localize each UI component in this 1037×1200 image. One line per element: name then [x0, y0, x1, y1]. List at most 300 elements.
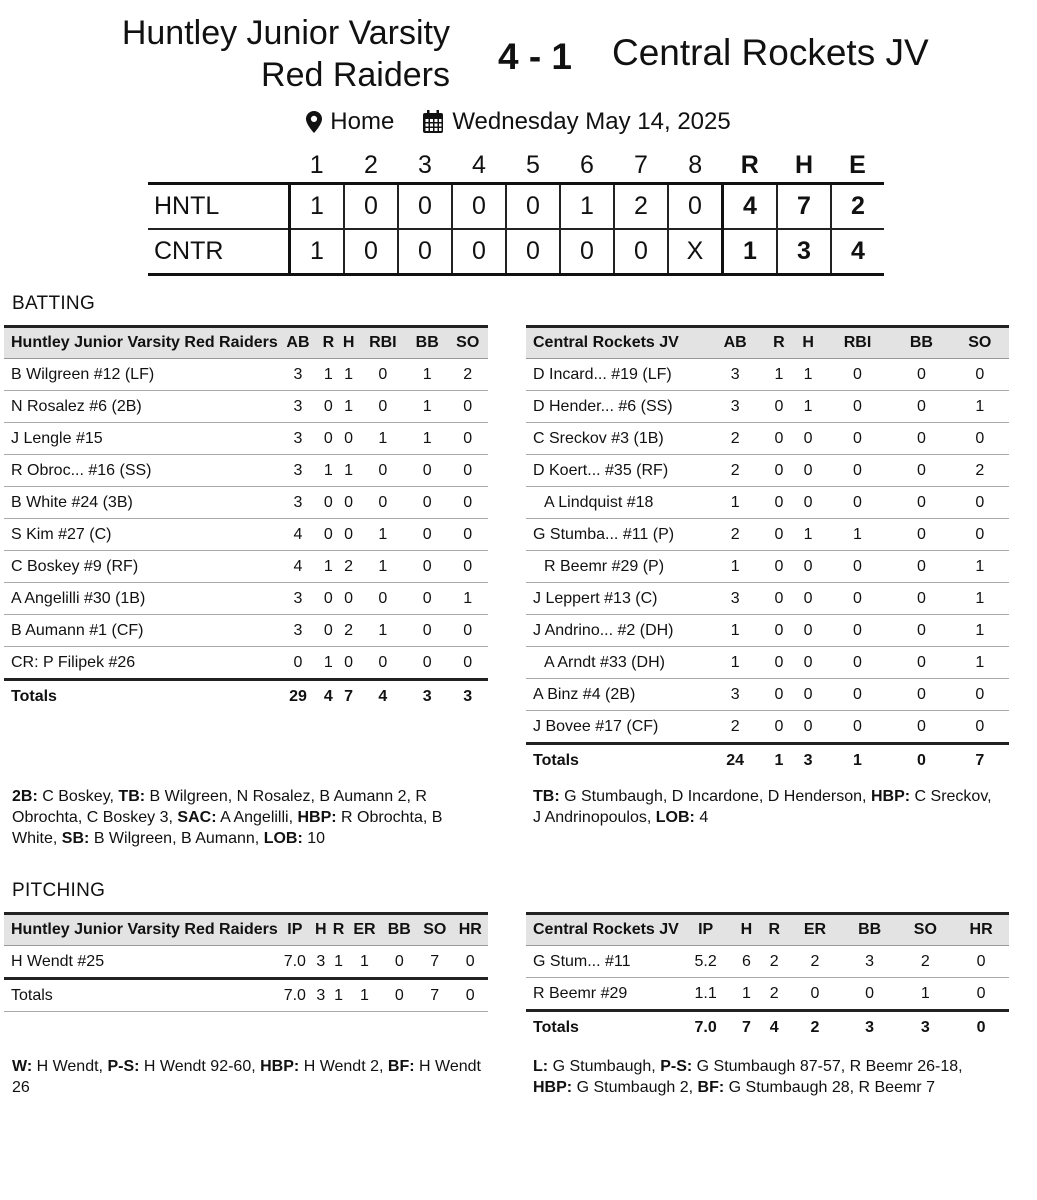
player-name: CR: P Filipek #26 [4, 647, 278, 680]
note-text: A Angelilli, [220, 809, 294, 826]
stat-cell: 1 [318, 359, 338, 391]
stat-cell: 0 [794, 679, 823, 711]
stat-cell: 0 [318, 519, 338, 551]
hits-header: H [794, 150, 814, 179]
stat-cell: 0 [359, 583, 407, 615]
stat-cell: 0 [764, 423, 793, 455]
stat-cell: 3 [278, 455, 318, 487]
player-name: J Bovee #17 (CF) [526, 711, 706, 744]
total-cell: 0 [916, 751, 926, 769]
player-name: G Stumba... #11 (P) [526, 519, 706, 551]
location-label: Home [330, 108, 395, 135]
table-row [526, 679, 1009, 711]
stat-cell: 7.0 [278, 946, 312, 979]
final-score: 4 - 1 [497, 36, 573, 77]
pitching-table-home [4, 912, 488, 1012]
stat-cell: 0 [953, 978, 1009, 1011]
inning-score: 0 [344, 184, 398, 230]
stat-cell: 0 [892, 711, 950, 744]
stat-cell: 0 [764, 519, 793, 551]
stat-cell: 2 [951, 455, 1009, 487]
date-label: Wednesday May 14, 2025 [452, 108, 731, 135]
stat-cell: 1 [794, 391, 823, 423]
table-row [4, 423, 488, 455]
stat-cell: 0 [951, 423, 1009, 455]
stat-cell: 0 [447, 519, 488, 551]
column-header: BB [892, 327, 950, 359]
column-header: BB [407, 327, 447, 359]
player-name: C Boskey #9 (RF) [4, 551, 278, 583]
player-name: D Incard... #19 (LF) [526, 359, 706, 391]
inning-score: 0 [398, 184, 452, 230]
inning-header: 1 [309, 150, 324, 179]
stat-cell: 0 [764, 551, 793, 583]
note-label: LOB: [263, 830, 303, 847]
stat-cell: 0 [407, 647, 447, 680]
inning-score: 0 [398, 229, 452, 275]
table-row [526, 487, 1009, 519]
stat-cell: 0 [794, 455, 823, 487]
stat-cell: 0 [788, 978, 842, 1011]
stat-cell: 0 [892, 487, 950, 519]
stat-cell: 7 [417, 946, 453, 979]
note-label: SAC: [177, 809, 217, 826]
stat-cell: 0 [951, 519, 1009, 551]
inning-score: 0 [344, 229, 398, 275]
totals-label: Totals [533, 751, 579, 769]
total-cell: 7.0 [679, 1011, 733, 1044]
stat-cell: 1 [359, 519, 407, 551]
runs-total: 4 [723, 184, 778, 230]
line-score [148, 148, 884, 276]
column-header: AB [706, 327, 764, 359]
note-text: H Wendt 26 [12, 1058, 481, 1096]
column-header: IP [278, 914, 312, 946]
note-label: SB: [61, 830, 90, 847]
stat-cell: 0 [842, 978, 898, 1011]
stat-cell: 0 [892, 423, 950, 455]
player-name: A Lindquist #18 [526, 487, 706, 519]
stat-cell: 0 [951, 679, 1009, 711]
note-label: HBP: [870, 788, 911, 805]
player-name: B White #24 (3B) [4, 487, 278, 519]
stat-cell: 1 [338, 455, 358, 487]
total-cell: 3 [803, 751, 813, 769]
total-cell: 3 [422, 687, 432, 705]
total-cell: 4 [323, 687, 333, 705]
totals-row [4, 680, 488, 713]
inning-score: 1 [290, 184, 345, 230]
stat-cell: 0 [453, 946, 489, 979]
total-cell: 2 [788, 1011, 842, 1044]
totals-label: Totals [526, 1011, 679, 1044]
column-header: H [312, 914, 330, 946]
stat-cell: 1 [794, 359, 823, 391]
line-score-row [148, 229, 884, 275]
total-cell: 24 [726, 751, 745, 769]
stat-cell: 0 [951, 711, 1009, 744]
runs-header: R [740, 150, 759, 179]
note-text: C Boskey, [42, 788, 114, 805]
stat-cell: 3 [312, 946, 330, 979]
stat-cell: 0 [407, 551, 447, 583]
stat-cell: 0 [318, 583, 338, 615]
totals-label: Totals [4, 979, 278, 1012]
pitching-section-title: PITCHING [12, 880, 106, 901]
note-label: 2B: [12, 788, 38, 805]
player-name: A Angelilli #30 (1B) [4, 583, 278, 615]
player-name: G Stum... #11 [526, 946, 679, 978]
stat-cell: 1 [794, 519, 823, 551]
total-cell: 1 [330, 979, 348, 1012]
stat-cell: 0 [447, 391, 488, 423]
pitching-notes-home [12, 1056, 494, 1098]
stat-cell: 0 [764, 391, 793, 423]
inning-score: 0 [506, 184, 560, 230]
inning-score: X [668, 229, 723, 275]
total-cell: 7 [417, 979, 453, 1012]
stat-cell: 0 [447, 455, 488, 487]
stat-cell: 0 [823, 455, 893, 487]
pitching-rows [4, 946, 488, 1012]
inning-score: 1 [560, 184, 614, 230]
stat-cell: 0 [338, 519, 358, 551]
player-name: R Beemr #29 (P) [526, 551, 706, 583]
batting-notes-home [12, 786, 490, 849]
table-row [4, 647, 488, 680]
stat-cell: 0 [764, 711, 793, 744]
stat-cell: 3 [278, 487, 318, 519]
stat-cell: 2 [788, 946, 842, 978]
total-cell: 0 [382, 979, 417, 1012]
stat-cell: 1 [407, 423, 447, 455]
stat-cell: 1 [318, 647, 338, 680]
stat-cell: 0 [823, 679, 893, 711]
home-team-line2: Red Raiders [261, 56, 450, 94]
inning-score: 0 [668, 184, 723, 230]
total-cell: 7.0 [278, 979, 312, 1012]
stat-cell: 0 [794, 583, 823, 615]
location [306, 108, 394, 136]
stat-cell: 1 [823, 519, 893, 551]
stat-cell: 1 [951, 583, 1009, 615]
stat-cell: 0 [892, 359, 950, 391]
totals-row [526, 744, 1009, 777]
column-header: RBI [359, 327, 407, 359]
stat-cell: 0 [359, 359, 407, 391]
note-label: HBP: [297, 809, 337, 826]
stat-cell: 1 [359, 551, 407, 583]
column-header: IP [679, 914, 733, 946]
player-name: H Wendt #25 [4, 946, 278, 979]
map-pin-icon [306, 111, 322, 133]
inning-score: 0 [614, 229, 668, 275]
stat-cell: 3 [706, 583, 764, 615]
stat-cell: 1 [951, 391, 1009, 423]
player-name: D Koert... #35 (RF) [526, 455, 706, 487]
player-name: S Kim #27 (C) [4, 519, 278, 551]
stat-cell: 2 [760, 978, 788, 1011]
home-team-name [0, 12, 450, 96]
note-label: LOB: [655, 809, 695, 826]
stat-cell: 0 [447, 615, 488, 647]
player-name: R Beemr #29 [526, 978, 679, 1011]
stat-cell: 0 [794, 551, 823, 583]
table-row [4, 615, 488, 647]
stat-cell: 0 [823, 391, 893, 423]
pitching-notes-away [533, 1056, 995, 1098]
player-name: A Binz #4 (2B) [526, 679, 706, 711]
stat-cell: 0 [359, 391, 407, 423]
table-row [526, 359, 1009, 391]
stat-cell: 0 [338, 583, 358, 615]
stat-cell: 0 [892, 679, 950, 711]
stat-cell: 1 [347, 946, 381, 979]
note-label: BF: [387, 1058, 415, 1075]
stat-cell: 1 [407, 359, 447, 391]
stat-cell: 2 [706, 711, 764, 744]
stat-cell: 1 [338, 391, 358, 423]
totals-label: Totals [11, 687, 57, 705]
note-label: BF: [697, 1079, 725, 1096]
player-name: B Wilgreen #12 (LF) [4, 359, 278, 391]
total-cell: 1 [774, 751, 784, 769]
note-label: P-S: [660, 1058, 693, 1075]
note-text: B Wilgreen, B Aumann, [93, 830, 260, 847]
note-text: B Wilgreen, N Rosalez, B Aumann 2, R Obrochta, C Boskey 3, [12, 788, 427, 826]
totals-row [4, 979, 488, 1012]
note-label: TB: [533, 788, 560, 805]
hits-total: 3 [777, 229, 831, 275]
stat-cell: 0 [407, 455, 447, 487]
stat-cell: 1 [338, 359, 358, 391]
column-header: R [760, 914, 788, 946]
stat-cell: 0 [953, 946, 1009, 978]
stat-cell: 3 [278, 423, 318, 455]
player-name: N Rosalez #6 (2B) [4, 391, 278, 423]
note-label: HBP: [533, 1079, 573, 1096]
totals-row [526, 1011, 1009, 1044]
stat-cell: 1 [447, 583, 488, 615]
stat-cell: 1 [318, 455, 338, 487]
inning-score: 0 [452, 184, 506, 230]
total-cell: 4 [378, 687, 388, 705]
table-row [4, 519, 488, 551]
stat-cell: 0 [892, 455, 950, 487]
team-abbr: CNTR [148, 229, 290, 275]
stat-cell: 0 [764, 647, 793, 679]
stat-cell: 1 [732, 978, 760, 1011]
note-label: L: [533, 1058, 549, 1075]
stat-cell: 5.2 [679, 946, 733, 978]
stat-cell: 4 [278, 519, 318, 551]
stat-cell: 1 [359, 615, 407, 647]
stat-cell: 1 [706, 487, 764, 519]
stat-cell: 0 [407, 519, 447, 551]
stat-cell: 0 [764, 455, 793, 487]
stat-cell: 0 [318, 487, 338, 519]
player-name: R Obroc... #16 (SS) [4, 455, 278, 487]
stat-cell: 0 [447, 423, 488, 455]
stat-cell: 3 [842, 946, 898, 978]
inning-score: 0 [560, 229, 614, 275]
stat-cell: 3 [278, 359, 318, 391]
stat-cell: 1 [951, 615, 1009, 647]
stat-cell: 3 [278, 391, 318, 423]
total-cell: 1 [853, 751, 862, 769]
stat-cell: 3 [278, 615, 318, 647]
stat-cell: 0 [951, 487, 1009, 519]
stat-cell: 0 [407, 615, 447, 647]
total-cell: 3 [842, 1011, 898, 1044]
stat-cell: 1 [951, 647, 1009, 679]
pitching-table-away [526, 912, 1009, 1043]
stat-cell: 1.1 [679, 978, 733, 1011]
stat-cell: 0 [407, 487, 447, 519]
column-header: SO [897, 914, 953, 946]
stat-cell: 3 [706, 359, 764, 391]
inning-header: 5 [526, 150, 540, 179]
inning-header: 4 [472, 150, 486, 179]
stat-cell: 0 [823, 487, 893, 519]
column-header: RBI [823, 327, 893, 359]
stat-cell: 1 [330, 946, 348, 979]
inning-score: 0 [452, 229, 506, 275]
team-column-header: Central Rockets JV [526, 327, 706, 359]
stat-cell: 0 [764, 679, 793, 711]
stat-cell: 1 [706, 647, 764, 679]
errors-total: 4 [831, 229, 884, 275]
stat-cell: 0 [359, 647, 407, 680]
team-column-header: Huntley Junior Varsity Red Raiders [4, 914, 278, 946]
pitching-rows [526, 946, 1009, 1044]
calendar-icon [422, 110, 444, 134]
note-text: G Stumbaugh 87-57, R Beemr 26-18, [696, 1058, 963, 1075]
stat-cell: 0 [892, 647, 950, 679]
stat-cell: 0 [338, 487, 358, 519]
stat-cell: 0 [318, 615, 338, 647]
stat-cell: 0 [794, 423, 823, 455]
table-row [526, 583, 1009, 615]
stat-cell: 0 [447, 487, 488, 519]
column-header: ER [347, 914, 381, 946]
note-text: R Obrochta, B White, [12, 809, 443, 847]
stat-cell: 4 [278, 551, 318, 583]
stat-cell: 0 [794, 647, 823, 679]
total-cell: 4 [760, 1011, 788, 1044]
player-name: C Sreckov #3 (1B) [526, 423, 706, 455]
note-text: G Stumbaugh 2, [576, 1079, 694, 1096]
stat-cell: 0 [447, 647, 488, 680]
stat-cell: 1 [764, 359, 793, 391]
hits-total: 7 [777, 184, 831, 230]
stat-cell: 0 [359, 455, 407, 487]
stat-cell: 0 [338, 423, 358, 455]
note-text: 4 [699, 809, 709, 826]
inning-header: 2 [364, 150, 378, 179]
stat-cell: 2 [338, 615, 358, 647]
stat-cell: 3 [706, 679, 764, 711]
stat-cell: 0 [823, 551, 893, 583]
column-header: H [732, 914, 760, 946]
player-name: J Leppert #13 (C) [526, 583, 706, 615]
stat-cell: 0 [794, 615, 823, 647]
table-row [526, 946, 1009, 978]
stat-cell: 2 [897, 946, 953, 978]
player-name: A Arndt #33 (DH) [526, 647, 706, 679]
stat-cell: 2 [706, 455, 764, 487]
table-row [4, 359, 488, 391]
stat-cell: 3 [278, 583, 318, 615]
stat-cell: 0 [382, 946, 417, 979]
stat-cell: 1 [951, 551, 1009, 583]
date [422, 108, 730, 136]
total-cell: 0 [953, 1011, 1009, 1044]
note-text: H Wendt 92-60, [143, 1058, 256, 1075]
table-row [4, 455, 488, 487]
player-name: J Andrino... #2 (DH) [526, 615, 706, 647]
column-header: H [338, 327, 358, 359]
stat-cell: 0 [447, 551, 488, 583]
column-header: SO [447, 327, 488, 359]
column-header: SO [417, 914, 453, 946]
inning-score: 1 [290, 229, 345, 275]
errors-header: E [849, 150, 866, 179]
table-row [4, 583, 488, 615]
table-row [526, 391, 1009, 423]
inning-score: 0 [506, 229, 560, 275]
stat-cell: 0 [892, 551, 950, 583]
batting-rows [526, 359, 1009, 777]
batting-rows [4, 359, 488, 713]
table-row [526, 711, 1009, 744]
runs-total: 1 [723, 229, 778, 275]
inning-header: 3 [418, 150, 432, 179]
table-row [526, 423, 1009, 455]
column-header: SO [951, 327, 1009, 359]
stat-cell: 0 [892, 519, 950, 551]
stat-cell: 0 [823, 583, 893, 615]
table-row [4, 487, 488, 519]
total-cell: 7 [732, 1011, 760, 1044]
stat-cell: 0 [318, 423, 338, 455]
total-cell: 0 [453, 979, 489, 1012]
stat-cell: 2 [706, 423, 764, 455]
stat-cell: 1 [897, 978, 953, 1011]
column-header: R [764, 327, 793, 359]
stat-cell: 0 [764, 615, 793, 647]
batting-section-title: BATTING [12, 293, 96, 314]
total-cell: 3 [312, 979, 330, 1012]
errors-total: 2 [831, 184, 884, 230]
inning-header: 6 [580, 150, 594, 179]
batting-notes-away [533, 786, 1003, 828]
table-row [526, 978, 1009, 1011]
table-row [526, 551, 1009, 583]
note-label: W: [12, 1058, 33, 1075]
stat-cell: 0 [823, 647, 893, 679]
stat-cell: 0 [764, 583, 793, 615]
column-header: HR [453, 914, 489, 946]
total-cell: 7 [344, 687, 354, 705]
stat-cell: 1 [706, 615, 764, 647]
inning-header: 7 [634, 150, 648, 179]
column-header: ER [788, 914, 842, 946]
total-cell: 7 [975, 751, 985, 769]
total-cell: 3 [463, 687, 473, 705]
inning-score: 2 [614, 184, 668, 230]
note-text: 10 [307, 830, 326, 847]
